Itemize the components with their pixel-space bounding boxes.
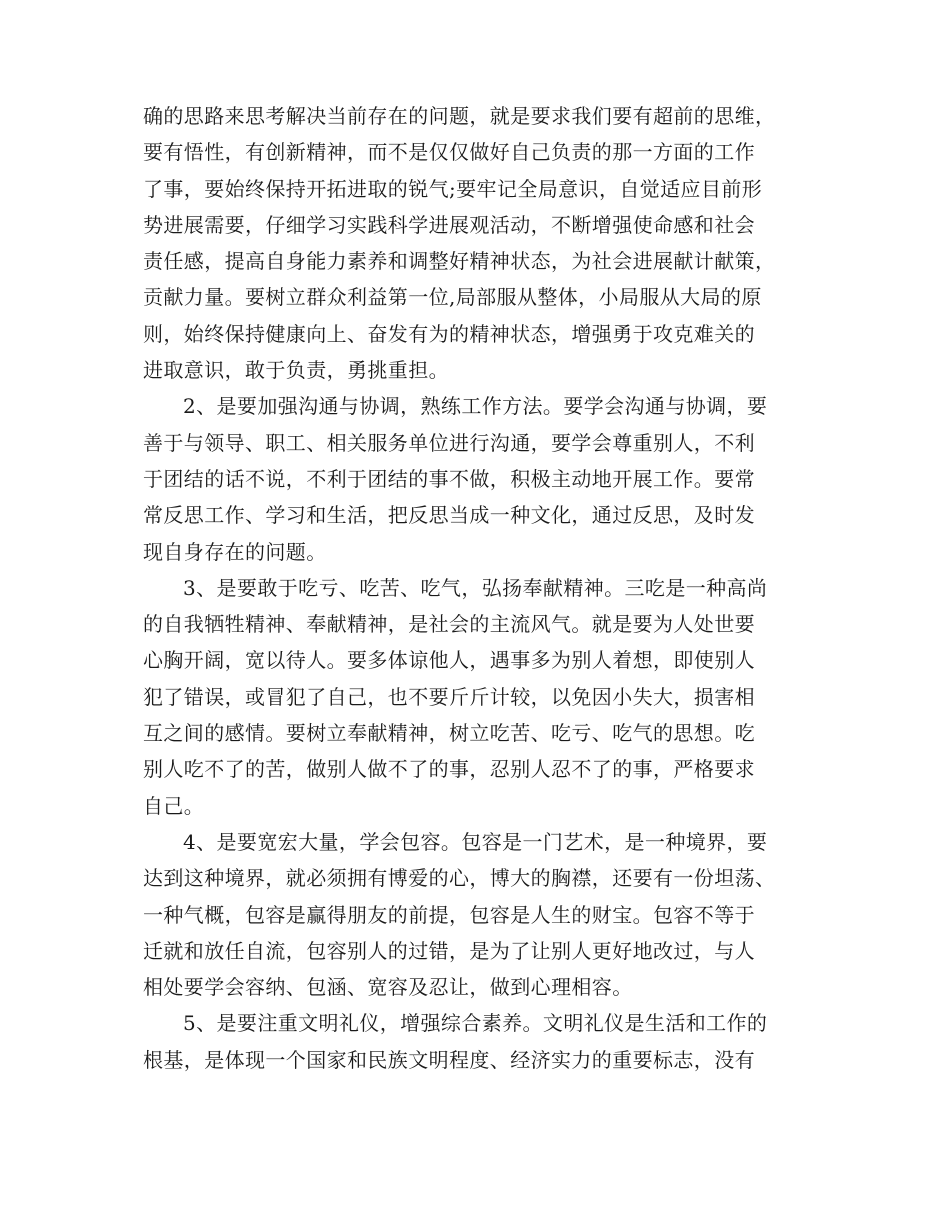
text-line: 要有悟性，有创新精神，而不是仅仅做好自己负责的那一方面的工作 [143,140,755,165]
text-line: 迁就和放任自流，包容别人的过错，是为了让别人更好地改过，与人 [143,938,755,963]
text-line: 一种气概，包容是赢得朋友的前提，包容是人生的财宝。包容不等于 [143,902,755,927]
text-line: 责任感，提高自身能力素养和调整好精神状态，为社会进展献计献策， [143,249,776,274]
text-line: 4、是要宽宏大量，学会包容。包容是一门艺术，是一种境界，要 [183,829,768,854]
text-line: 善于与领导、职工、相关服务单位进行沟通，要学会尊重别人，不利 [143,430,755,455]
document-body [143,98,808,1078]
text-line: 心胸开阔，宽以待人。要多体谅他人，遇事多为别人着想，即使别人 [143,648,755,673]
text-line: 进取意识，敢于负责，勇挑重担。 [143,358,449,383]
text-line: 根基，是体现一个国家和民族文明程度、经济实力的重要标志，没有 [143,1047,755,1072]
text-line: 2、是要加强沟通与协调，熟练工作方法。要学会沟通与协调，要 [183,394,768,419]
text-line: 于团结的话不说，不利于团结的事不做，积极主动地开展工作。要常 [143,466,755,491]
text-line: 常反思工作、学习和生活，把反思当成一种文化，通过反思，及时发 [143,503,755,528]
text-line: 势进展需要，仔细学习实践科学进展观活动，不断增强使命感和社会 [143,212,755,237]
text-line: 互之间的感情。要树立奉献精神，树立吃苦、吃亏、吃气的思想。吃 [143,721,755,746]
text-line: 贡献力量。要树立群众利益第一位,局部服从整体，小局服从大局的原 [143,285,762,310]
text-line: 了事，要始终保持开拓进取的锐气;要牢记全局意识，自觉适应目前形 [143,176,763,201]
text-line: 相处要学会容纳、包涵、宽容及忍让，做到心理相容。 [143,975,633,1000]
text-line: 达到这种境界，就必须拥有博爱的心，博大的胸襟，还要有一份坦荡、 [143,866,776,891]
text-line: 别人吃不了的苦，做别人做不了的事，忍别人忍不了的事，严格要求 [143,757,755,782]
text-line: 5、是要注重文明礼仪，增强综合素养。文明礼仪是生活和工作的 [183,1011,768,1036]
text-line: 确的思路来思考解决当前存在的问题，就是要求我们要有超前的思维， [143,104,776,128]
text-line: 3、是要敢于吃亏、吃苦、吃气，弘扬奉献精神。三吃是一种高尚 [183,575,768,600]
text-line: 则，始终保持健康向上、奋发有为的精神状态，增强勇于攻克难关的 [143,321,755,346]
text-line: 自己。 [143,793,205,818]
text-line: 现自身存在的问题。 [143,539,327,564]
text-line: 的自我牺牲精神、奉献精神，是社会的主流风气。就是要为人处世要 [143,612,755,637]
text-line: 犯了错误，或冒犯了自己，也不要斤斤计较，以免因小失大，损害相 [143,684,755,709]
